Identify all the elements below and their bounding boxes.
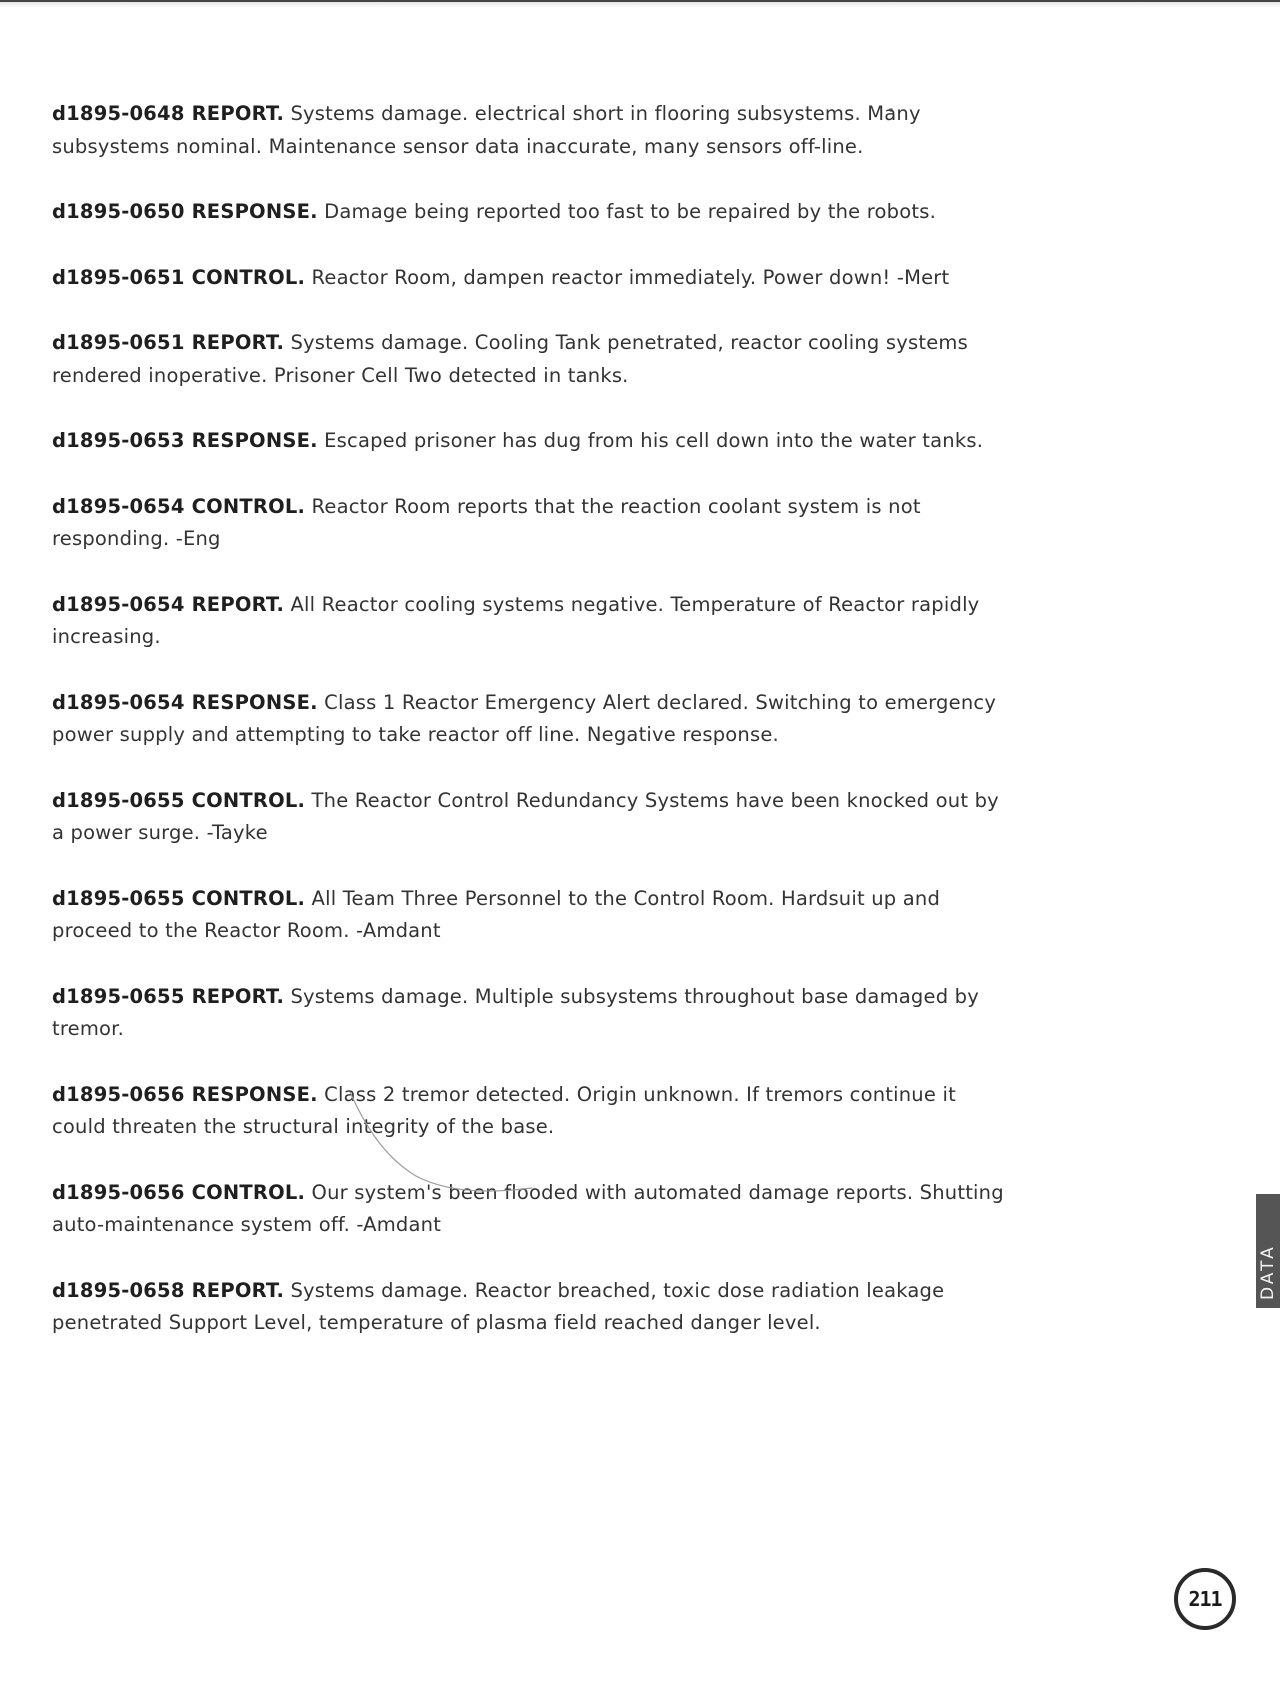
entry-heading: d1895-0651 CONTROL. (52, 265, 306, 289)
entry-heading: d1895-0655 CONTROL. (52, 788, 306, 812)
log-entry (52, 262, 1012, 295)
log-entry (52, 327, 1012, 392)
log-entry (52, 98, 1012, 163)
log-entry (52, 1275, 1012, 1340)
entry-text: Systems damage. electrical short in flooring subsystems. Many subsystems nominal. Maintenance sensor data inaccurate, many sensors off-line. (52, 102, 921, 158)
log-entry (52, 589, 1012, 654)
entry-text: Damage being reported too fast to be repaired by the robots. (324, 200, 936, 223)
log-entry (52, 687, 1012, 752)
entry-heading: d1895-0656 CONTROL. (52, 1180, 306, 1204)
entry-text: Reactor Room reports that the reaction coolant system is not responding. -Eng (52, 494, 921, 550)
entry-heading: d1895-0658 REPORT. (52, 1278, 285, 1302)
page-number-badge: 211 (1174, 1568, 1236, 1630)
log-entry (52, 491, 1012, 556)
entry-heading: d1895-0655 CONTROL. (52, 886, 306, 910)
pen-stroke-mark (346, 1088, 536, 1198)
entry-heading: d1895-0654 REPORT. (52, 592, 285, 616)
log-entry (52, 196, 1012, 229)
top-rule-shadow (0, 2, 1280, 8)
entry-text: Class 1 Reactor Emergency Alert declared. Switching to emergency power supply and attempting to take reactor off line. Negative response. (52, 690, 997, 746)
entry-heading: d1895-0651 REPORT. (52, 331, 285, 354)
entry-text: Systems damage. Multiple subsystems throughout base damaged by tremor. (52, 984, 979, 1040)
entry-text: Our system's been flooded with automated damage reports. Shutting auto-maintenance system off. -Amdant (52, 1180, 1004, 1236)
entry-heading: d1895-0654 CONTROL. (52, 494, 306, 518)
section-side-tab[interactable] (1256, 1194, 1280, 1308)
side-tab-label: DATA (1258, 1244, 1278, 1300)
log-entry (52, 785, 1012, 850)
entry-text: Systems damage. Reactor breached, toxic dose radiation leakage penetrated Support Level, temperature of plasma field reached danger level. (52, 1278, 945, 1334)
log-entry (52, 981, 1012, 1046)
entry-text: All Team Three Personnel to the Control Room. Hardsuit up and proceed to the Reactor Room. -Amdant (52, 886, 941, 942)
entry-text: Systems damage. Cooling Tank penetrated, reactor cooling systems rendered inoperative. Prisoner Cell Two detected in tanks. (52, 331, 968, 387)
log-entry (52, 425, 1012, 458)
entry-heading: d1895-0653 RESPONSE. (52, 429, 318, 452)
entry-text: Reactor Room, dampen reactor immediately. Power down! -Mert (311, 265, 950, 289)
entry-heading: d1895-0655 REPORT. (52, 984, 285, 1008)
entry-heading: d1895-0650 RESPONSE. (52, 200, 318, 223)
entry-text: Escaped prisoner has dug from his cell down into the water tanks. (324, 429, 984, 452)
entry-text: Class 2 tremor detected. Origin unknown. If tremors continue it could threaten the structural integrity of the base. (52, 1082, 956, 1138)
entry-heading: d1895-0648 REPORT. (52, 102, 285, 125)
entry-text: All Reactor cooling systems negative. Temperature of Reactor rapidly increasing. (52, 592, 980, 648)
entry-heading: d1895-0654 RESPONSE. (52, 690, 318, 714)
log-entry (52, 883, 1012, 948)
entry-heading: d1895-0656 RESPONSE. (52, 1082, 318, 1106)
entry-text: The Reactor Control Redundancy Systems have been knocked out by a power surge. -Tayke (52, 788, 999, 844)
